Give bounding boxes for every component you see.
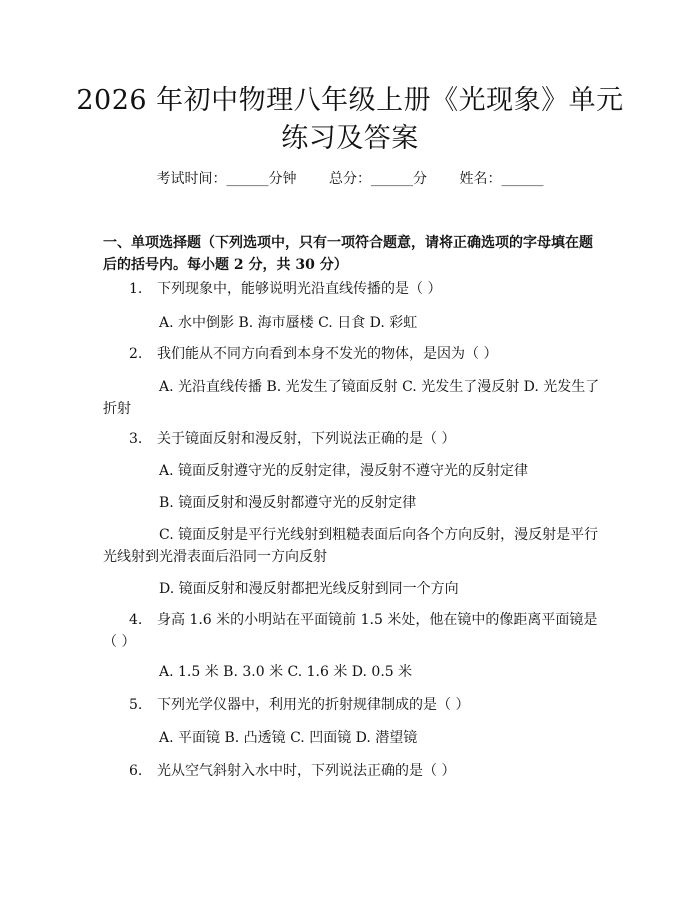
question-1 — [103, 278, 603, 300]
question-text: 光从空气斜射入水中时，下列说法正确的是（ ） — [157, 763, 456, 779]
question-text: 身高 1.6 米的小明站在平面镜前 1.5 米处，他在镜中的像距离平面镜是（ ） — [103, 612, 598, 650]
question-number: 2. — [129, 346, 143, 362]
question-number: 5. — [129, 697, 143, 713]
question-2-options: A. 光沿直线传播 B. 光发生了镜面反射 C. 光发生了漫反射 D. 光发生了折射 — [103, 379, 600, 417]
question-text: 我们能从不同方向看到本身不发光的物体，是因为（ ） — [157, 346, 498, 362]
question-5-options: A. 平面镜 B. 凸透镜 C. 凹面镜 D. 潜望镜 — [159, 730, 418, 746]
question-text: 下列现象中，能够说明光沿直线传播的是（ ） — [157, 281, 442, 297]
question-4 — [103, 609, 603, 653]
question-4-options: A. 1.5 米 B. 3.0 米 C. 1.6 米 D. 0.5 米 — [159, 664, 413, 680]
student-name: 姓名：______ — [459, 171, 544, 187]
question-number: 3. — [129, 431, 143, 447]
question-text: 下列光学仪器中，利用光的折射规律制成的是（ ） — [157, 697, 470, 713]
question-number: 4. — [129, 612, 143, 628]
question-1-options: A. 水中倒影 B. 海市蜃楼 C. 日食 D. 彩虹 — [159, 315, 418, 331]
question-3-option-c: C. 镜面反射是平行光线射到粗糙表面后向各个方向反射，漫反射是平行光线射到光滑表面后沿同一方向反射 — [103, 527, 599, 565]
total-score: 总分：______分 — [329, 171, 427, 187]
document-title: 2026 年初中物理八年级上册《光现象》单元练习及答案 — [76, 85, 624, 154]
question-3-option-d: D. 镜面反射和漫反射都把光线反射到同一个方向 — [159, 581, 459, 597]
question-2 — [103, 343, 603, 365]
section-heading: 一、单项选择题（下列选项中，只有一项符合题意，请将正确选项的字母填在题后的括号内。每小题 2 分，共 30 分） — [103, 235, 593, 273]
question-3 — [103, 428, 603, 450]
exam-time: 考试时间：______分钟 — [156, 171, 297, 187]
question-3-option-a: A. 镜面反射遵守光的反射定律，漫反射不遵守光的反射定律 — [159, 463, 529, 479]
question-text: 关于镜面反射和漫反射，下列说法正确的是（ ） — [157, 431, 456, 447]
question-number: 1. — [129, 281, 143, 297]
question-number: 6. — [129, 763, 143, 779]
exam-meta — [0, 168, 700, 188]
question-5 — [103, 694, 603, 716]
question-3-option-b: B. 镜面反射和漫反射都遵守光的反射定律 — [159, 495, 417, 511]
question-6 — [103, 760, 603, 782]
